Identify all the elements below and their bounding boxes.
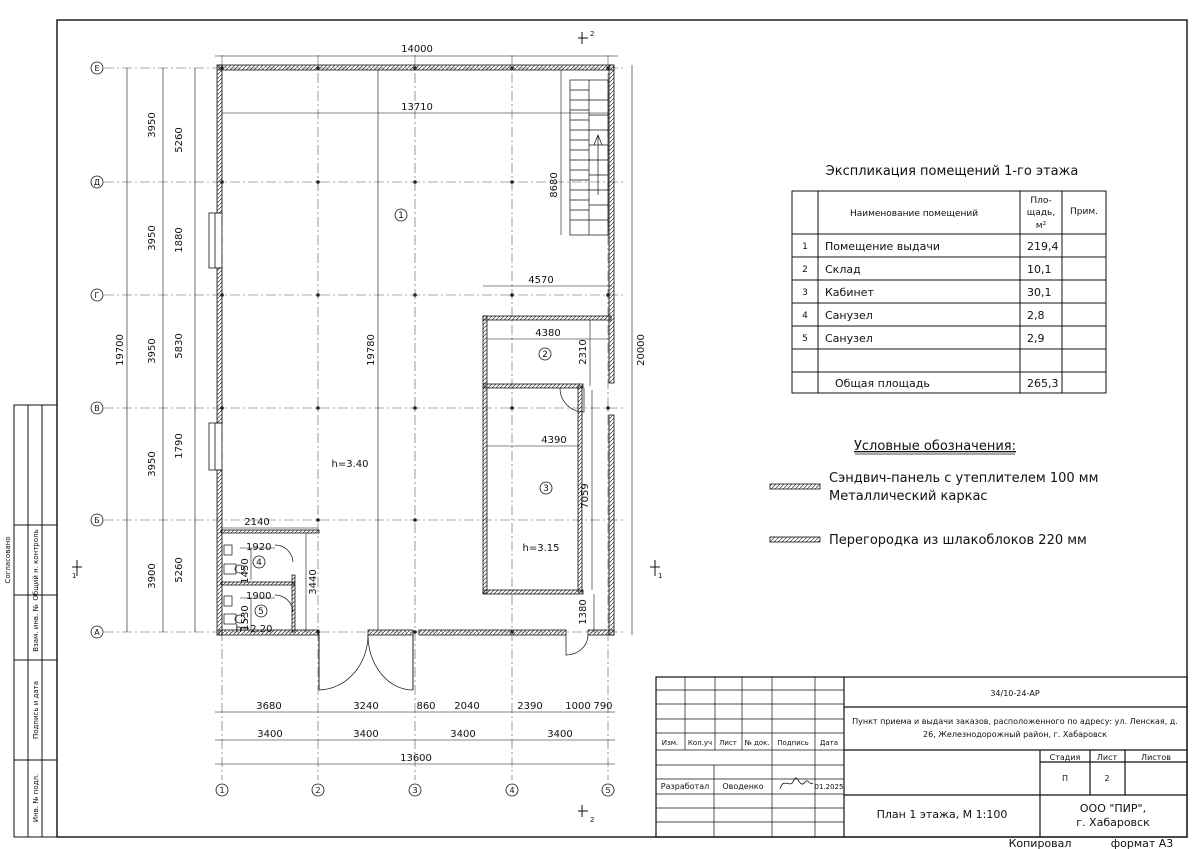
table-row-5-num: 5 bbox=[802, 334, 808, 344]
legend-item2: Перегородка из шлакоблоков 220 мм bbox=[829, 533, 1087, 548]
dim-bottom-part-7: 790 bbox=[593, 701, 613, 712]
dim-left-row-2: 3950 bbox=[147, 225, 158, 251]
legend-block-swatch bbox=[770, 537, 820, 542]
table-header-area-1: Пло- bbox=[1030, 196, 1052, 206]
axis-col-4: 4 bbox=[509, 786, 515, 795]
stamp-stage-label: Стадия bbox=[1049, 753, 1081, 762]
stamp-drawing-title: План 1 этажа, М 1:100 bbox=[876, 808, 1008, 821]
dim-wc2-height: 1530 bbox=[240, 605, 251, 631]
stamp-stage: П bbox=[1061, 774, 1069, 783]
table-row-2-area: 10,1 bbox=[1027, 263, 1052, 276]
side-stamp-control: Общий н. контроль bbox=[32, 529, 40, 601]
stamp-project-line1: Пункт приема и выдачи заказов, расположенного по адресу: ул. Ленская, д. bbox=[852, 717, 1178, 726]
table-row-3-name: Кабинет bbox=[825, 286, 874, 299]
table-row-4-name: Санузел bbox=[825, 309, 873, 322]
room-number-2: 2 bbox=[542, 350, 548, 360]
axis-col-3: 3 bbox=[412, 786, 418, 795]
axis-row-a: А bbox=[94, 628, 100, 637]
dim-wc1-width: 1920 bbox=[246, 542, 272, 553]
dim-hall-height: 19780 bbox=[366, 334, 377, 366]
height-wc: h=2.20 bbox=[235, 624, 273, 635]
table-row-5-area: 2,9 bbox=[1027, 332, 1045, 345]
stamp-sheet-label: Лист bbox=[1096, 753, 1118, 762]
dim-door-height: 1380 bbox=[578, 599, 589, 625]
axis-col-1: 1 bbox=[219, 786, 225, 795]
room-number-5: 5 bbox=[258, 607, 264, 617]
stamp-col-sign: Подпись bbox=[777, 739, 809, 747]
footer-format: формат А3 bbox=[1110, 837, 1174, 849]
dim-right-total: 20000 bbox=[636, 334, 647, 366]
stamp-col-date: Дата bbox=[819, 739, 839, 747]
stamp-role: Разработал bbox=[660, 782, 710, 791]
side-stamp bbox=[4, 405, 57, 837]
dim-bottom-span-4: 3400 bbox=[547, 729, 573, 740]
dim-left-row-5: 3900 bbox=[147, 563, 158, 589]
dim-wall-5: 5260 bbox=[174, 557, 185, 583]
dim-wall-3: 5830 bbox=[174, 333, 185, 359]
height-hall: h=3.40 bbox=[331, 459, 369, 470]
stamp-date: 01.2025 bbox=[814, 783, 844, 791]
dim-wc2-width: 1900 bbox=[246, 591, 272, 602]
footer-copied: Копировал bbox=[1008, 837, 1072, 849]
dim-wall-1: 5260 bbox=[174, 127, 185, 153]
dim-overall-width: 14000 bbox=[401, 44, 433, 55]
section-mark-right: 1 bbox=[658, 572, 663, 580]
stamp-col-koluch: Кол.уч bbox=[687, 739, 713, 747]
table-row-1-area: 219,4 bbox=[1027, 240, 1059, 253]
sheet-frame bbox=[57, 20, 1187, 837]
side-stamp-sign: Подпись и дата bbox=[32, 681, 40, 739]
dim-left-row-3: 3950 bbox=[147, 338, 158, 364]
table-row-3-area: 30,1 bbox=[1027, 286, 1052, 299]
dim-room3-height: 7059 bbox=[580, 483, 591, 509]
stamp-project-line2: 26, Железнодорожный район, г. Хабаровск bbox=[923, 730, 1107, 739]
dim-wc-height: 3440 bbox=[308, 569, 319, 595]
section-mark-top: 2 bbox=[590, 30, 595, 38]
dim-room3-width: 4390 bbox=[541, 435, 567, 446]
dim-wall-4: 1790 bbox=[174, 433, 185, 459]
table-header-name: Наименование помещений bbox=[849, 209, 979, 219]
table-row-1-name: Помещение выдачи bbox=[825, 240, 940, 253]
height-room3: h=3.15 bbox=[522, 543, 560, 554]
axis-col-2: 2 bbox=[315, 786, 321, 795]
side-stamp-agreed: Согласовано bbox=[4, 536, 12, 584]
axis-row-g: Г bbox=[94, 291, 100, 300]
stamp-code: 34/10-24-АР bbox=[990, 689, 1040, 698]
dim-bottom-total: 13600 bbox=[400, 753, 432, 764]
table-row-2-name: Склад bbox=[825, 263, 861, 276]
dim-bottom-part-3: 860 bbox=[416, 701, 436, 712]
dim-room2-width: 4380 bbox=[535, 328, 561, 339]
stair bbox=[570, 80, 608, 235]
table-row-4-num: 4 bbox=[802, 311, 808, 321]
dim-bottom-part-4: 2040 bbox=[454, 701, 480, 712]
table-row-2-num: 2 bbox=[802, 265, 808, 275]
table-header-area-2: щадь, bbox=[1026, 208, 1056, 218]
explication-table bbox=[792, 164, 1106, 393]
dim-bottom-part-2: 3240 bbox=[353, 701, 379, 712]
stamp-col-list: Лист bbox=[719, 739, 737, 747]
dim-left-total: 19700 bbox=[115, 334, 126, 366]
dim-stair-height: 8680 bbox=[549, 172, 560, 198]
table-header-area-3: м² bbox=[1035, 221, 1047, 231]
axis-row-d: Д bbox=[93, 178, 101, 187]
dim-wc-width: 2140 bbox=[244, 517, 270, 528]
dim-inner-width: 13710 bbox=[401, 102, 433, 113]
table-row-5-name: Санузел bbox=[825, 332, 873, 345]
stamp-org-line2: г. Хабаровск bbox=[1076, 816, 1150, 829]
side-stamp-replace: Взам. инв. № bbox=[32, 604, 40, 652]
side-stamp-inv: Инв. № подл. bbox=[32, 773, 40, 823]
room-number-3: 3 bbox=[543, 484, 549, 494]
dim-left-row-4: 3950 bbox=[147, 451, 158, 477]
room-number-4: 4 bbox=[256, 558, 262, 568]
room-number-1: 1 bbox=[398, 211, 404, 221]
legend-sandwich-swatch bbox=[770, 484, 820, 489]
dim-left-row-1: 3950 bbox=[147, 112, 158, 138]
dim-bottom-part-1: 3680 bbox=[256, 701, 282, 712]
dim-bottom-part-5: 2390 bbox=[517, 701, 543, 712]
section-mark-bottom: 2 bbox=[590, 816, 595, 824]
dim-wc1-height: 1450 bbox=[240, 558, 251, 584]
dim-right-part: 4570 bbox=[528, 275, 554, 286]
table-row-4-area: 2,8 bbox=[1027, 309, 1045, 322]
floor-plan bbox=[72, 30, 662, 824]
dim-bottom-part-6: 1000 bbox=[565, 701, 591, 712]
title-block bbox=[656, 677, 1187, 837]
legend bbox=[770, 439, 1098, 548]
stamp-col-izm: Изм. bbox=[661, 739, 679, 747]
stamp-sheets-label: Листов bbox=[1141, 753, 1171, 762]
axis-row-v: В bbox=[94, 404, 100, 413]
author-signature bbox=[780, 778, 813, 789]
axis-col-5: 5 bbox=[605, 786, 611, 795]
doors bbox=[275, 388, 588, 690]
dim-bottom-span-1: 3400 bbox=[257, 729, 283, 740]
table-row-3-num: 3 bbox=[802, 288, 808, 298]
table-header-note: Прим. bbox=[1070, 207, 1098, 217]
stamp-sheet: 2 bbox=[1104, 774, 1110, 783]
stamp-org-line1: ООО "ПИР", bbox=[1079, 802, 1147, 815]
dim-wall-2: 1880 bbox=[174, 227, 185, 253]
legend-item1-line1: Сэндвич-панель с утеплителем 100 мм bbox=[829, 471, 1099, 486]
table-total-area: 265,3 bbox=[1027, 377, 1059, 390]
axis-row-e: Е bbox=[94, 64, 100, 73]
section-mark-left: 1 bbox=[72, 572, 77, 580]
stamp-author: Оводенко bbox=[722, 782, 764, 791]
stamp-col-doc: № док. bbox=[744, 739, 770, 747]
legend-item1-line2: Металлический каркас bbox=[829, 489, 988, 504]
axis-row-b: Б bbox=[94, 516, 100, 525]
table-total-label: Общая площадь bbox=[835, 377, 930, 390]
legend-title: Условные обозначения: bbox=[853, 439, 1017, 454]
table-row-1-num: 1 bbox=[802, 242, 808, 252]
dim-bottom-span-3: 3400 bbox=[450, 729, 476, 740]
explication-title: Экспликация помещений 1-го этажа bbox=[825, 164, 1079, 179]
dim-bottom-span-2: 3400 bbox=[353, 729, 379, 740]
dim-room2-height: 2310 bbox=[578, 339, 589, 365]
